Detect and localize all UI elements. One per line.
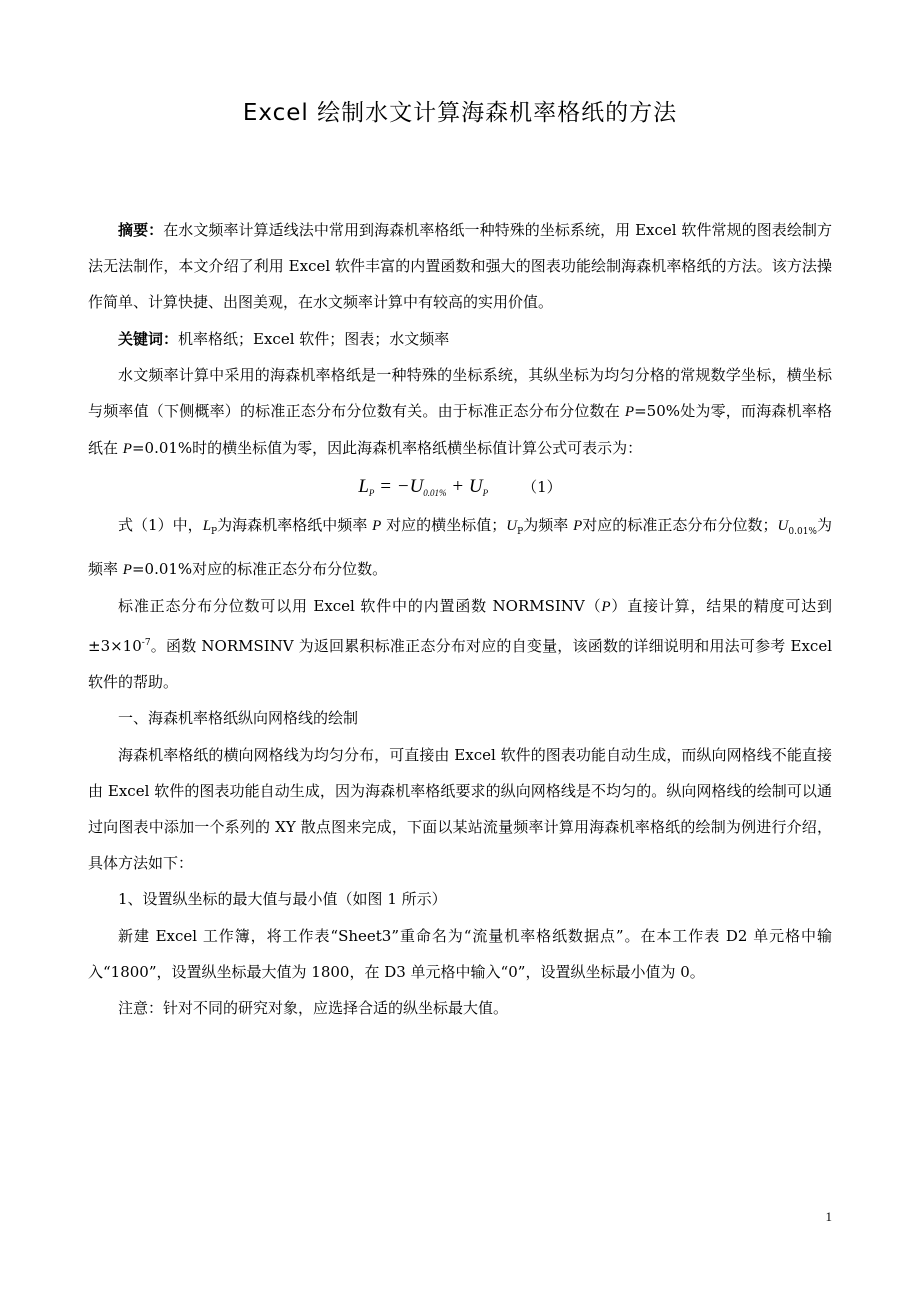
keywords-text: 机率格纸；Excel 软件；图表；水文频率 <box>178 329 450 348</box>
abstract-label: 摘要： <box>118 221 164 239</box>
document-title: Excel 绘制水文计算海森机率格纸的方法 <box>242 100 678 126</box>
note-paragraph: 注意：针对不同的研究对象，应选择合适的纵坐标最大值。 <box>118 999 509 1018</box>
abstract-text: 在水文频率计算适线法中常用到海森机率格纸一种特殊的坐标系统，用 Excel 软件常规的图表绘制方法无法制作，本文介绍了利用 Excel 软件丰富的内置函数和强大的图表功能绘制海森机率格纸的方法。该方法操作简单、计算快捷、出图美观，在水文频率计算中有较高的实用价值。 <box>88 221 832 312</box>
keywords-label: 关键词： <box>118 329 179 348</box>
abstract-paragraph <box>88 212 832 321</box>
document-body <box>88 212 832 1026</box>
workbook-paragraph: 新建 Excel 工作簿，将工作表“Sheet3”重命名为“流量机率格纸数据点”。在本工作表 D2 单元格中输入“1800”，设置纵坐标最大值为 1800，在 D3 单元格中输入“0”，设置纵坐标最小值为 0。 <box>88 926 832 981</box>
intro-paragraph: 水文频率计算中采用的海森机率格纸是一种特殊的坐标系统，其纵坐标为均匀分格的常规数学坐标，横坐标与频率值（下侧概率）的标准正态分布分位数有关。由于标准正态分布分位数在 P=50%处为零，而海森机率格纸在 P=0.01%时的横坐标值为零，因此海森机率格纸横坐标值计算公式可表示为： <box>88 365 832 458</box>
gridline-paragraph: 海森机率格纸的横向网格线为均匀分布，可直接由 Excel 软件的图表功能自动生成，而纵向网格线不能直接由 Excel 软件的图表功能自动生成，因为海森机率格纸要求的纵向网格线是不均匀的。纵向网格线的绘制可以通过向图表中添加一个系列的 XY 散点图来完成，下面以某站流量频率计算用海森机率格纸的绘制为例进行介绍，具体方法如下： <box>88 745 832 873</box>
formula-explanation-paragraph: 式（1）中，$L_P$为海森机率格纸中频率 P 对应的横坐标值；$U_P$为频率 P对应的标准正态分布分位数；$U_{0.01\%}$为频率 P=0.01%对应的标准正态分布分位数。 <box>88 516 832 578</box>
page-number: 1 <box>825 1209 832 1224</box>
keywords-paragraph <box>88 321 832 357</box>
step-heading-1: 1、设置纵坐标的最大值与最小值（如图 1 所示） <box>118 890 447 909</box>
formula-number: （1） <box>522 478 562 497</box>
formula-1 <box>88 467 832 507</box>
section-heading-1: 一、海森机率格纸纵向网格线的绘制 <box>118 709 359 728</box>
formula-expression: $L_P = -U_{0.01\%} + U_P$ <box>358 476 489 499</box>
normsinv-paragraph: 标准正态分布分位数可以用 Excel 软件中的内置函数 NORMSINV（P）直接计算，结果的精度可达到$\pm 3\times 10^{-7}$。函数 NORMSINV 为返回累积标准正态分布对应的自变量，该函数的详细说明和用法可参考 Excel 软件的帮助。 <box>88 596 832 692</box>
